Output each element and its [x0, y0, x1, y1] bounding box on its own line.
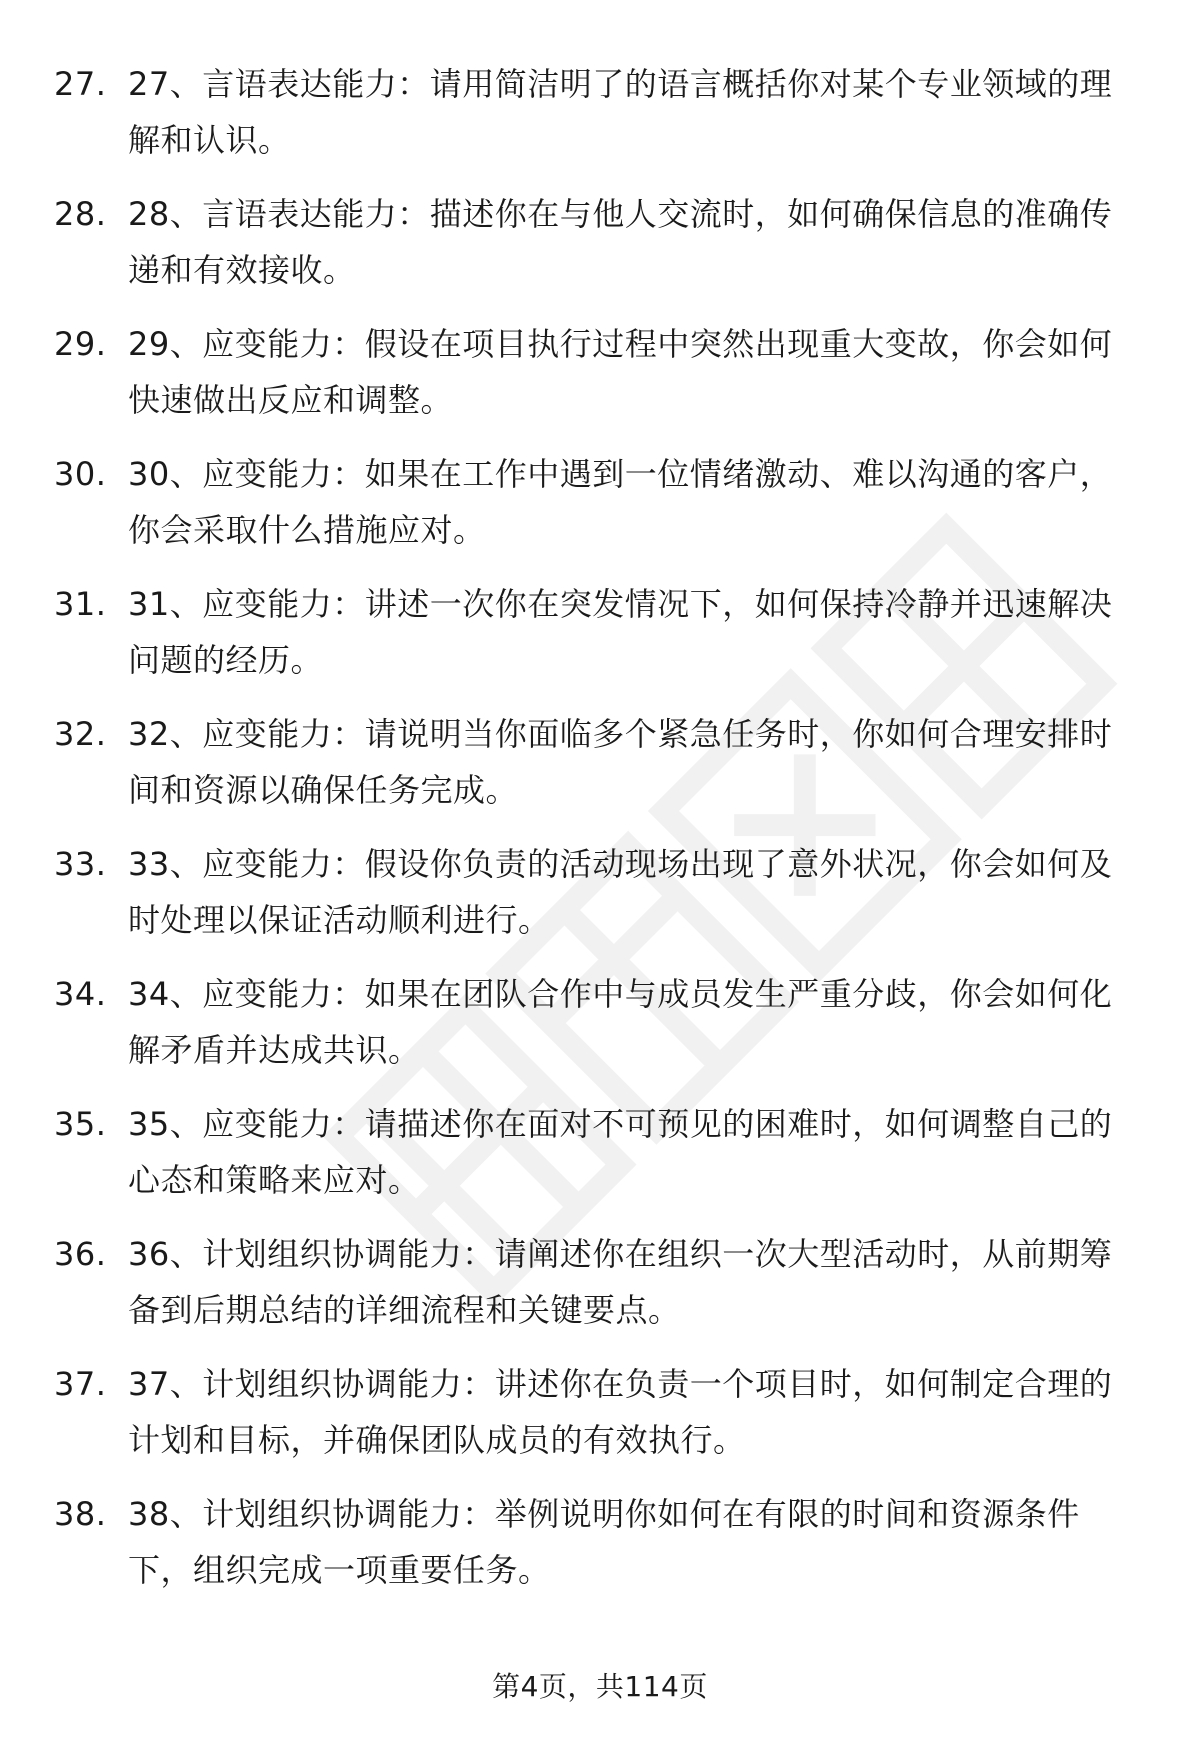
question-text: 27、言语表达能力：请用简洁明了的语言概括你对某个专业领域的理解和认识。 [128, 65, 1113, 159]
list-item [54, 316, 1154, 446]
list-item [54, 1356, 1154, 1486]
question-text: 28、言语表达能力：描述你在与他人交流时，如何确保信息的准确传递和有效接收。 [128, 195, 1113, 289]
list-item [54, 1486, 1154, 1616]
question-number: 32. [54, 715, 107, 753]
question-number: 33. [54, 845, 107, 883]
list-item [54, 576, 1154, 706]
question-number: 30. [54, 455, 107, 493]
question-number: 37. [54, 1365, 107, 1403]
question-text: 35、应变能力：请描述你在面对不可预见的困难时，如何调整自己的心态和策略来应对。 [128, 1105, 1113, 1199]
list-item [54, 1096, 1154, 1226]
list-item [54, 446, 1154, 576]
question-number: 38. [54, 1495, 107, 1533]
question-number: 27. [54, 65, 107, 103]
question-text: 31、应变能力：讲述一次你在突发情况下，如何保持冷静并迅速解决问题的经历。 [128, 585, 1113, 679]
question-text: 32、应变能力：请说明当你面临多个紧急任务时，你如何合理安排时间和资源以确保任务完成。 [128, 715, 1113, 809]
question-text: 36、计划组织协调能力：请阐述你在组织一次大型活动时，从前期筹备到后期总结的详细流程和关键要点。 [128, 1235, 1113, 1329]
question-number: 34. [54, 975, 107, 1013]
question-list [54, 56, 1154, 1616]
list-item [54, 186, 1154, 316]
question-number: 29. [54, 325, 107, 363]
question-number: 28. [54, 195, 107, 233]
question-text: 30、应变能力：如果在工作中遇到一位情绪激动、难以沟通的客户，你会采取什么措施应对。 [128, 455, 1113, 549]
list-item [54, 1226, 1154, 1356]
list-item [54, 56, 1154, 186]
question-text: 34、应变能力：如果在团队合作中与成员发生严重分歧，你会如何化解矛盾并达成共识。 [128, 975, 1113, 1069]
question-number: 35. [54, 1105, 107, 1143]
question-number: 36. [54, 1235, 107, 1273]
question-number: 31. [54, 585, 107, 623]
list-item [54, 966, 1154, 1096]
question-text: 37、计划组织协调能力：讲述你在负责一个项目时，如何制定合理的计划和目标，并确保团队成员的有效执行。 [128, 1365, 1113, 1459]
page-number: 第4页，共114页 [492, 1670, 708, 1703]
question-text: 33、应变能力：假设你负责的活动现场出现了意外状况，你会如何及时处理以保证活动顺利进行。 [128, 845, 1113, 939]
question-text: 29、应变能力：假设在项目执行过程中突然出现重大变故，你会如何快速做出反应和调整。 [128, 325, 1113, 419]
list-item [54, 706, 1154, 836]
question-text: 38、计划组织协调能力：举例说明你如何在有限的时间和资源条件下，组织完成一项重要任务。 [128, 1495, 1080, 1589]
list-item [54, 836, 1154, 966]
